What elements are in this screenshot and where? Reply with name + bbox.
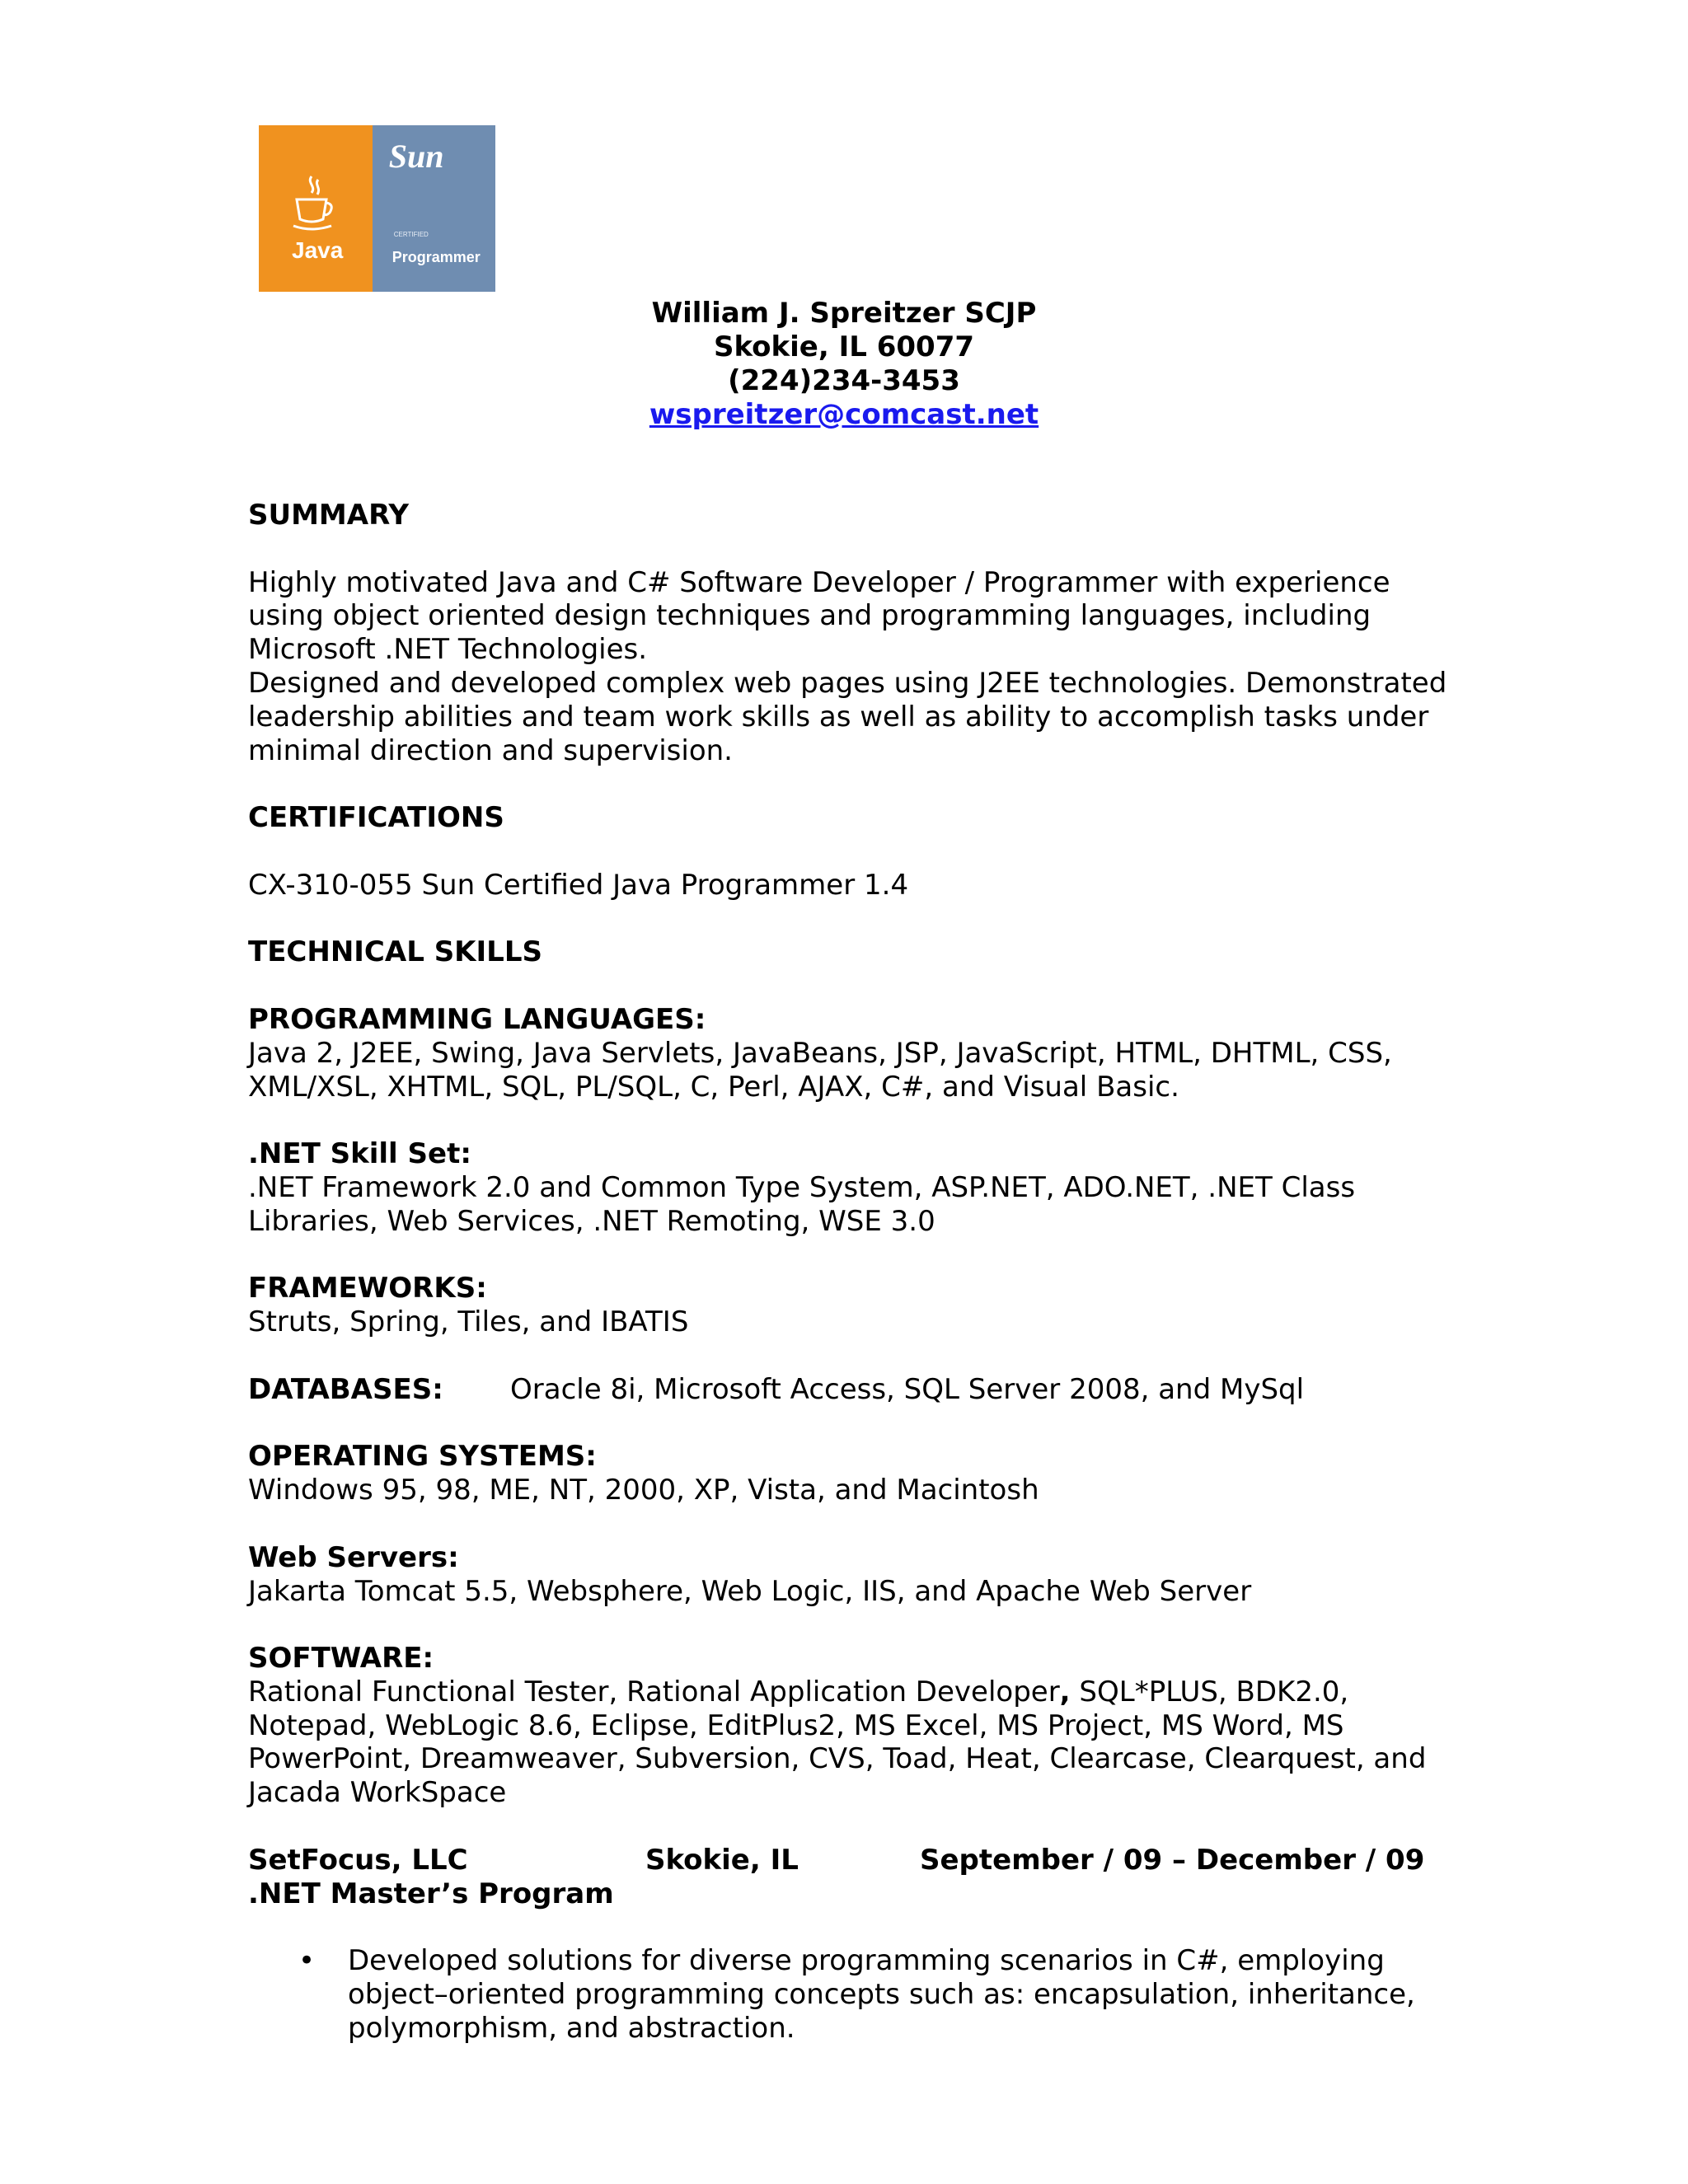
programming-languages-label: PROGRAMMING LANGUAGES: xyxy=(248,1002,706,1036)
sun-logo-text: Sun xyxy=(388,138,444,175)
databases-value: Oracle 8i, Microsoft Access, SQL Server 2008, and MySql xyxy=(510,1372,1305,1406)
programming-languages-value: Java 2, J2EE, Swing, Java Servlets, JavaBeans, JSP, JavaScript, HTML, DHTML, CSS, XML/XSL, XHTML, SQL, PL/SQL, C, Perl, AJAX, C#, and Visual Basic. xyxy=(248,1036,1392,1104)
net-skill-set-label: .NET Skill Set: xyxy=(248,1137,471,1171)
summary-heading: SUMMARY xyxy=(248,499,410,532)
certification-item: CX-310-055 Sun Certified Java Programmer 1.4 xyxy=(248,868,909,902)
databases-row xyxy=(248,1373,1451,1407)
certified-small-text: CERTIFIED xyxy=(393,231,429,238)
candidate-phone: (224)234-3453 xyxy=(728,364,960,397)
programmer-logo-text: Programmer xyxy=(392,249,481,265)
job-dates: September / 09 – December / 09 xyxy=(920,1843,1425,1877)
java-cup-icon xyxy=(288,173,338,235)
software-value-part-2: SQL*PLUS, BDK2.0, Notepad, WebLogic 8.6, Eclipse, EditPlus2, MS Excel, MS Project, MS Word, MS PowerPoint, Dreamweaver, Subversion, CVS, Toad, Heat, Clearcase, Clearquest, and Jacada WorkSpace xyxy=(248,1675,1427,1810)
java-logo-text: Java xyxy=(292,237,344,263)
operating-systems-label: OPERATING SYSTEMS: xyxy=(248,1440,597,1474)
summary-paragraph-1: Highly motivated Java and C# Software Developer / Programmer with experience using object oriented design techniques and programming languages, including Microsoft .NET Technologies. xyxy=(248,565,1390,667)
certifications-heading: CERTIFICATIONS xyxy=(248,801,504,835)
contact-header xyxy=(0,297,1688,432)
candidate-name: William J. Spreitzer SCJP xyxy=(651,297,1037,330)
software-label: SOFTWARE: xyxy=(248,1642,434,1675)
web-servers-label: Web Servers: xyxy=(248,1540,459,1574)
net-skill-set-value: .NET Framework 2.0 and Common Type System, ASP.NET, ADO.NET, .NET Class Libraries, Web Services, .NET Remoting, WSE 3.0 xyxy=(248,1170,1356,1238)
job-header-row xyxy=(248,1844,1451,1877)
sun-logo-panel xyxy=(373,125,495,292)
java-logo-panel xyxy=(259,125,373,292)
job-program: .NET Master’s Program xyxy=(248,1877,614,1910)
frameworks-label: FRAMEWORKS: xyxy=(248,1272,487,1305)
candidate-location: Skokie, IL 60077 xyxy=(713,330,975,363)
email-link[interactable]: wspreitzer@comcast.net xyxy=(649,398,1039,431)
databases-label: DATABASES: xyxy=(248,1372,443,1406)
job-company: SetFocus, LLC xyxy=(248,1843,468,1877)
software-value-part-1: Rational Functional Tester, Rational Application Developer xyxy=(248,1675,1060,1708)
software-value xyxy=(248,1675,1451,1810)
technical-skills-heading: TECHNICAL SKILLS xyxy=(248,935,542,969)
software-value-comma: , xyxy=(1059,1675,1071,1708)
job-bullet-list xyxy=(248,1944,1451,2045)
operating-systems-value: Windows 95, 98, ME, NT, 2000, XP, Vista, and Macintosh xyxy=(248,1474,1039,1507)
resume-body xyxy=(248,499,1451,2046)
web-servers-value: Jakarta Tomcat 5.5, Websphere, Web Logic, IIS, and Apache Web Server xyxy=(248,1574,1252,1608)
sun-java-certified-logo xyxy=(259,125,495,292)
frameworks-value: Struts, Spring, Tiles, and IBATIS xyxy=(248,1305,689,1339)
summary-paragraph-2: Designed and developed complex web pages using J2EE technologies. Demonstrated leadership abilities and team work skills as well as ability to accomplish tasks under minimal direction and supervision. xyxy=(248,666,1447,767)
list-item: • Developed solutions for diverse programming scenarios in C#, employing object–oriented programming concepts such as: encapsulation, inheritance, polymorphism, and abstraction. xyxy=(348,1944,1451,2045)
job-city: Skokie, IL xyxy=(645,1843,799,1877)
